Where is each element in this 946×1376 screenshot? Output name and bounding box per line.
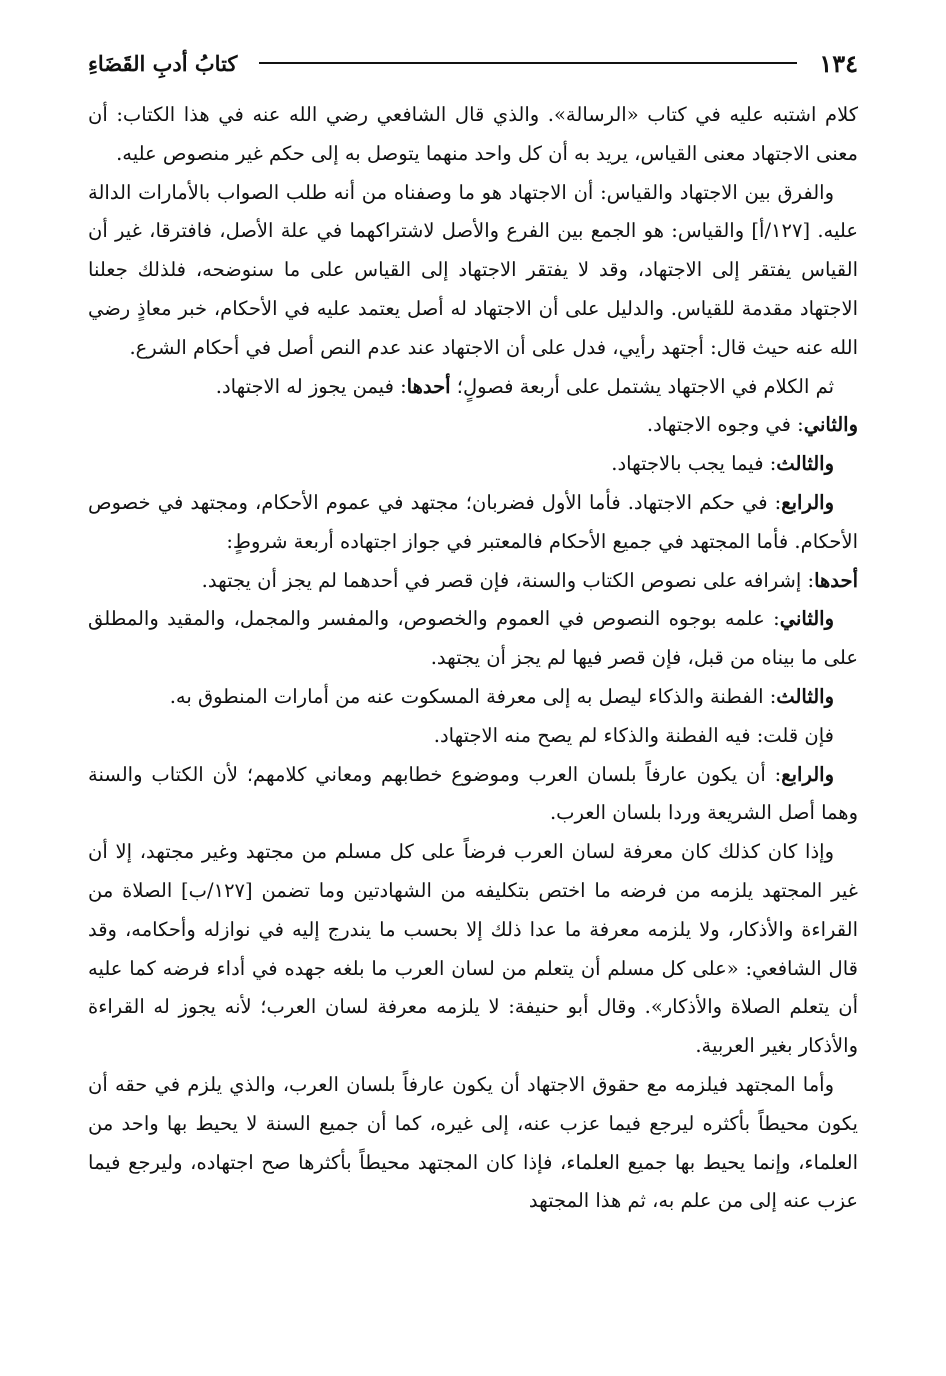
text-run: كلام اشتبه عليه في كتاب «الرسالة». والذي قال الشافعي رضي الله عنه في هذا الكتاب: أن معنى الاجتهاد معنى القياس، يريد به أن كل واحد منهما يتوصل به إلى حكم غير منصوص عليه. [88, 103, 858, 165]
paragraph [88, 717, 858, 756]
section-keyword: أحدها [814, 568, 858, 592]
section-keyword: والثاني [803, 413, 858, 437]
section-keyword: أحدها [406, 374, 451, 398]
text-run: : فيما يجب بالاجتهاد. [611, 452, 777, 476]
paragraph [88, 96, 858, 174]
page-number: ١٣٤ [819, 48, 858, 78]
text-run: : في وجوه الاجتهاد. [646, 413, 804, 437]
paragraph [88, 562, 858, 601]
paragraph [88, 678, 858, 717]
text-run: والفرق بين الاجتهاد والقياس: أن الاجتهاد هو ما وصفناه من أنه طلب الصواب بالأمارات الدالة عليه. [١٢٧/أ] والقياس: هو الجمع بين الفرع والأصل لاشتراكهما في علة الأصل، فافترقا، غير أن القياس يفتقر إلى الاجتهاد، وقد لا يفتقر الاجتهاد إلى القياس على ما سنوضحه، فلذلك جعلنا الاجتهاد مقدمة للقياس. والدليل على أن الاجتهاد له أصل يعتمد عليه في الأحكام، خبر معاذٍ رضي الله عنه حيث قال: أجتهد رأيي، فدل على أن الاجتهاد عند عدم النص أصل في أحكام الشرع. [88, 180, 858, 359]
text-run: : أن يكون عارفاً بلسان العرب وموضوع خطابهم ومعاني كلامهم؛ لأن الكتاب والسنة وهما أصل الشريعة وردا بلسان العرب. [88, 762, 858, 825]
page-body [88, 96, 858, 1221]
section-keyword: والثاني [779, 607, 834, 631]
text-run: ثم الكلام في الاجتهاد يشتمل على أربعة فصولٍ؛ [450, 374, 834, 398]
section-keyword: والثالث [776, 452, 834, 476]
section-keyword: والرابع [781, 762, 834, 786]
text-run: وأما المجتهد فيلزمه مع حقوق الاجتهاد أن يكون عارفاً بلسان العرب، والذي يلزم في حقه أن يكون محيطاً بأكثره ليرجع فيما عزب عنه، إلى غيره، كما أن جميع السنة لا يحيط بها واحد من العلماء، وإنما يحيط بها جميع العلماء، فإذا كان المجتهد محيطاً بأكثرها صح اجتهاده، وليرجع فيما عزب عنه إلى من علم به، ثم هذا المجتهد [88, 1072, 858, 1213]
text-run: : فيمن يجوز له الاجتهاد. [215, 374, 407, 398]
paragraph [88, 445, 858, 484]
paragraph [88, 1066, 858, 1221]
paragraph [88, 406, 858, 445]
section-keyword: والرابع [781, 490, 834, 514]
text-run: فإن قلت: فيه الفطنة والذكاء لم يصح منه الاجتهاد. [433, 723, 834, 747]
running-title: كتابُ أدبِ القَضَاءِ [88, 50, 238, 76]
text-run: : إشرافه على نصوص الكتاب والسنة، فإن قصر في أحدهما لم يجز أن يجتهد. [201, 568, 815, 592]
paragraph [88, 600, 858, 678]
text-run: : علمه بوجوه النصوص في العموم والخصوص، والمفسر والمجمل، والمقيد والمطلق على ما بيناه من قبل، فإن قصر فيها لم يجز أن يجتهد. [88, 607, 858, 670]
header-rule [259, 62, 797, 64]
page-header [88, 40, 858, 86]
paragraph [88, 756, 858, 834]
paragraph [88, 368, 858, 407]
paragraph [88, 833, 858, 1066]
text-run: وإذا كان كذلك كان معرفة لسان العرب فرضاً على كل مسلم من مجتهد وغير مجتهد، إلا أن غير المجتهد يلزمه من فرضه ما اختص بتكليفه من الشهادتين وما تضمن [١٢٧/ب] الصلاة من القراءة والأذكار، ولا يلزمه معرفة ما عدا ذلك إلا بحسب ما يندرج إليه في نوازله وأحكامه، وقد قال الشافعي: «على كل مسلم أن يتعلم من لسان العرب ما بلغه جهده في أداء فرضه كما عليه أن يتعلم الصلاة والأذكار». وقال أبو حنيفة: لا يلزمه معرفة لسان العرب؛ لأنه يجوز له القراءة والأذكار بغير العربية. [88, 840, 858, 1058]
text-run: : في حكم الاجتهاد. فأما الأول فضربان؛ مجتهد في عموم الأحكام، ومجتهد في خصوص الأحكام. فأما المجتهد في جميع الأحكام فالمعتبر في جواز اجتهاده أربعة شروطٍ: [88, 490, 858, 553]
text-run: : الفطنة والذكاء ليصل به إلى معرفة المسكوت عنه من أمارات المنطوق به. [169, 684, 777, 708]
paragraph [88, 174, 858, 368]
section-keyword: والثالث [776, 684, 834, 708]
paragraph [88, 484, 858, 562]
